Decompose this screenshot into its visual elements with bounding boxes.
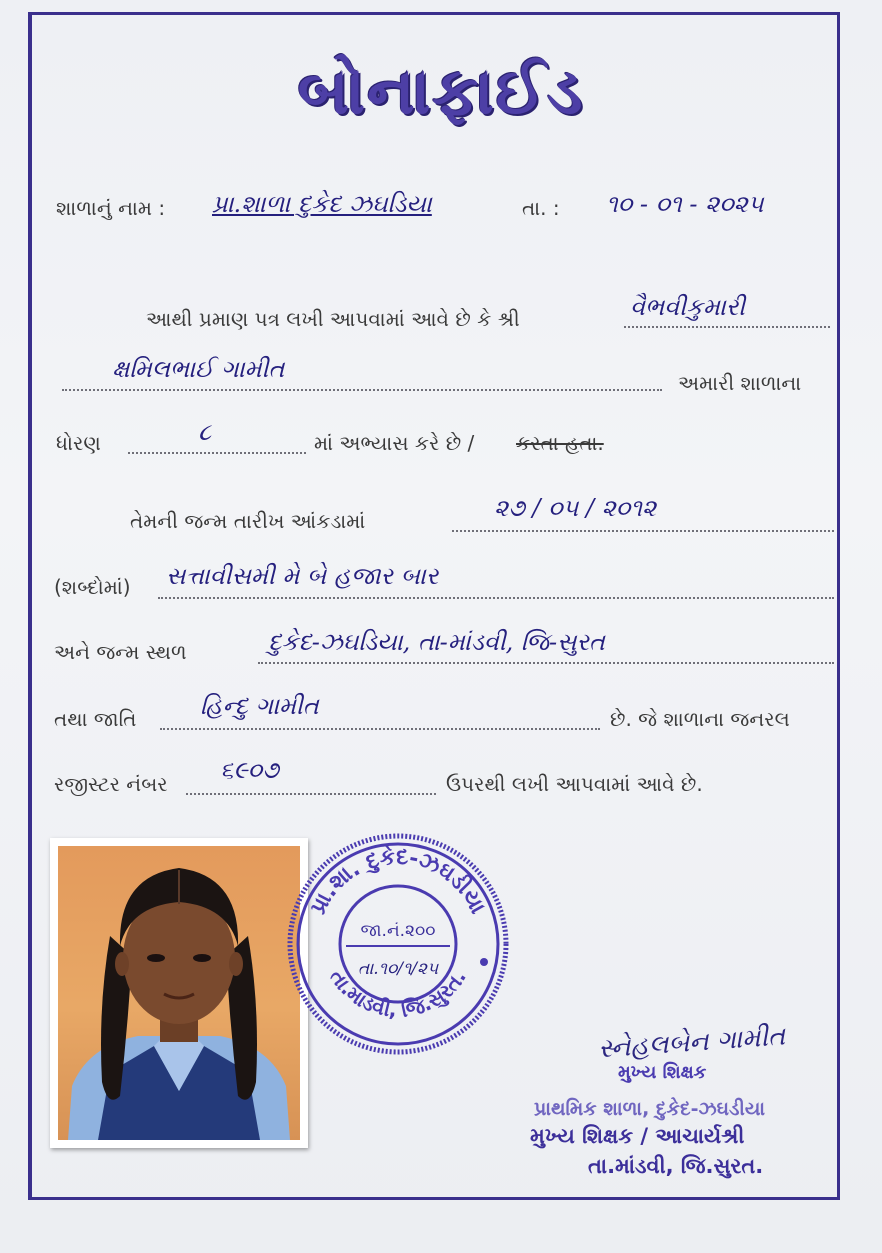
stamp-inward-number: જા.નં.૨૦૦: [360, 921, 436, 941]
date-label: તા. :: [522, 196, 560, 220]
standard-suffix: માં અભ્યાસ કરે છે /: [314, 431, 475, 455]
date-value: ૧૦ - ૦૧ - ૨૦૨૫: [606, 190, 764, 218]
register-label: રજીસ્ટર નંબર: [54, 772, 168, 796]
cert-line2-suffix: અમારી શાળાના: [678, 371, 802, 395]
school-name-label: શાળાનું નામ :: [56, 196, 166, 220]
caste-suffix: છે. જે શાળાના જનરલ: [610, 707, 790, 731]
standard-struck-text: કરતા હતા.: [516, 431, 604, 455]
stamp-ring-bottom: તા.માંડવી, જિ.સુરત.: [324, 965, 471, 1023]
register-value: ૬૯૦૭: [220, 756, 279, 784]
caste-label: તથા જાતિ: [54, 707, 137, 731]
student-surname: ક્ષમિલભાઈ ગામીત: [112, 355, 285, 383]
birth-date-label: તેમની જન્મ તારીખ આંકડામાં: [130, 509, 366, 533]
birth-words-dots: [158, 597, 834, 599]
birth-words-label: (શબ્દોમાં): [54, 575, 131, 599]
seal-school-line: પ્રાથમિક શાળા, દુકેદ-ઝઘડીયા: [534, 1098, 766, 1120]
certificate-title: બોનાફાઈડ: [297, 55, 585, 129]
caste-value: હિન્દુ ગામીત: [200, 692, 319, 720]
student-name-dots: [624, 326, 830, 328]
school-name-value: પ્રા.શાળા દુકેદ ઝઘડિયા: [212, 190, 432, 218]
caste-dots: [160, 728, 600, 730]
student-first-name: વૈભવીકુમારી: [630, 293, 746, 321]
svg-text:પ્રા.શા. દુકેદ-ઝઘડીયા: [306, 843, 490, 919]
standard-dots: [128, 452, 306, 454]
register-dots: [186, 793, 436, 795]
birth-date-value: ૨૭ / ૦૫ / ૨૦૧૨: [494, 494, 657, 522]
stamp-inward-date: તા.૧૦/૧/૨૫: [357, 959, 439, 979]
school-round-stamp: [282, 828, 514, 1060]
principal-signature: સ્નેહલબેન ગામીત: [597, 1021, 787, 1065]
seal-address-line: તા.માંડવી, જિ.સુરત.: [588, 1154, 764, 1178]
birth-place-value: દુકેદ-ઝઘડિયા, તા-માંડવી, જિ-સુરત: [268, 628, 605, 656]
student-photo: [50, 838, 308, 1148]
standard-label: ધોરણ: [56, 431, 101, 455]
seal-role-line: મુખ્ય શિક્ષક / આચાર્યશ્રી: [530, 1124, 745, 1148]
stamp-ring-top: પ્રા.શા. દુકેદ-ઝઘડીયા: [305, 844, 491, 919]
cert-line1-text: આથી પ્રમાણ પત્ર લખી આપવામાં આવે છે કે શ્રી: [146, 307, 520, 331]
birth-date-dots: [452, 530, 834, 532]
birth-place-label: અને જન્મ સ્થળ: [54, 640, 187, 664]
standard-value: ૮: [198, 418, 212, 446]
student-portrait-image: [58, 846, 300, 1140]
register-suffix: ઉપરથી લખી આપવામાં આવે છે.: [446, 772, 703, 796]
birth-place-dots: [258, 662, 834, 664]
signature-role: મુખ્ય શિક્ષક: [618, 1062, 707, 1083]
student-surname-dots: [62, 389, 662, 391]
birth-words-value: સત્તાવીસમી મે બે હજાર બાર: [166, 562, 439, 590]
